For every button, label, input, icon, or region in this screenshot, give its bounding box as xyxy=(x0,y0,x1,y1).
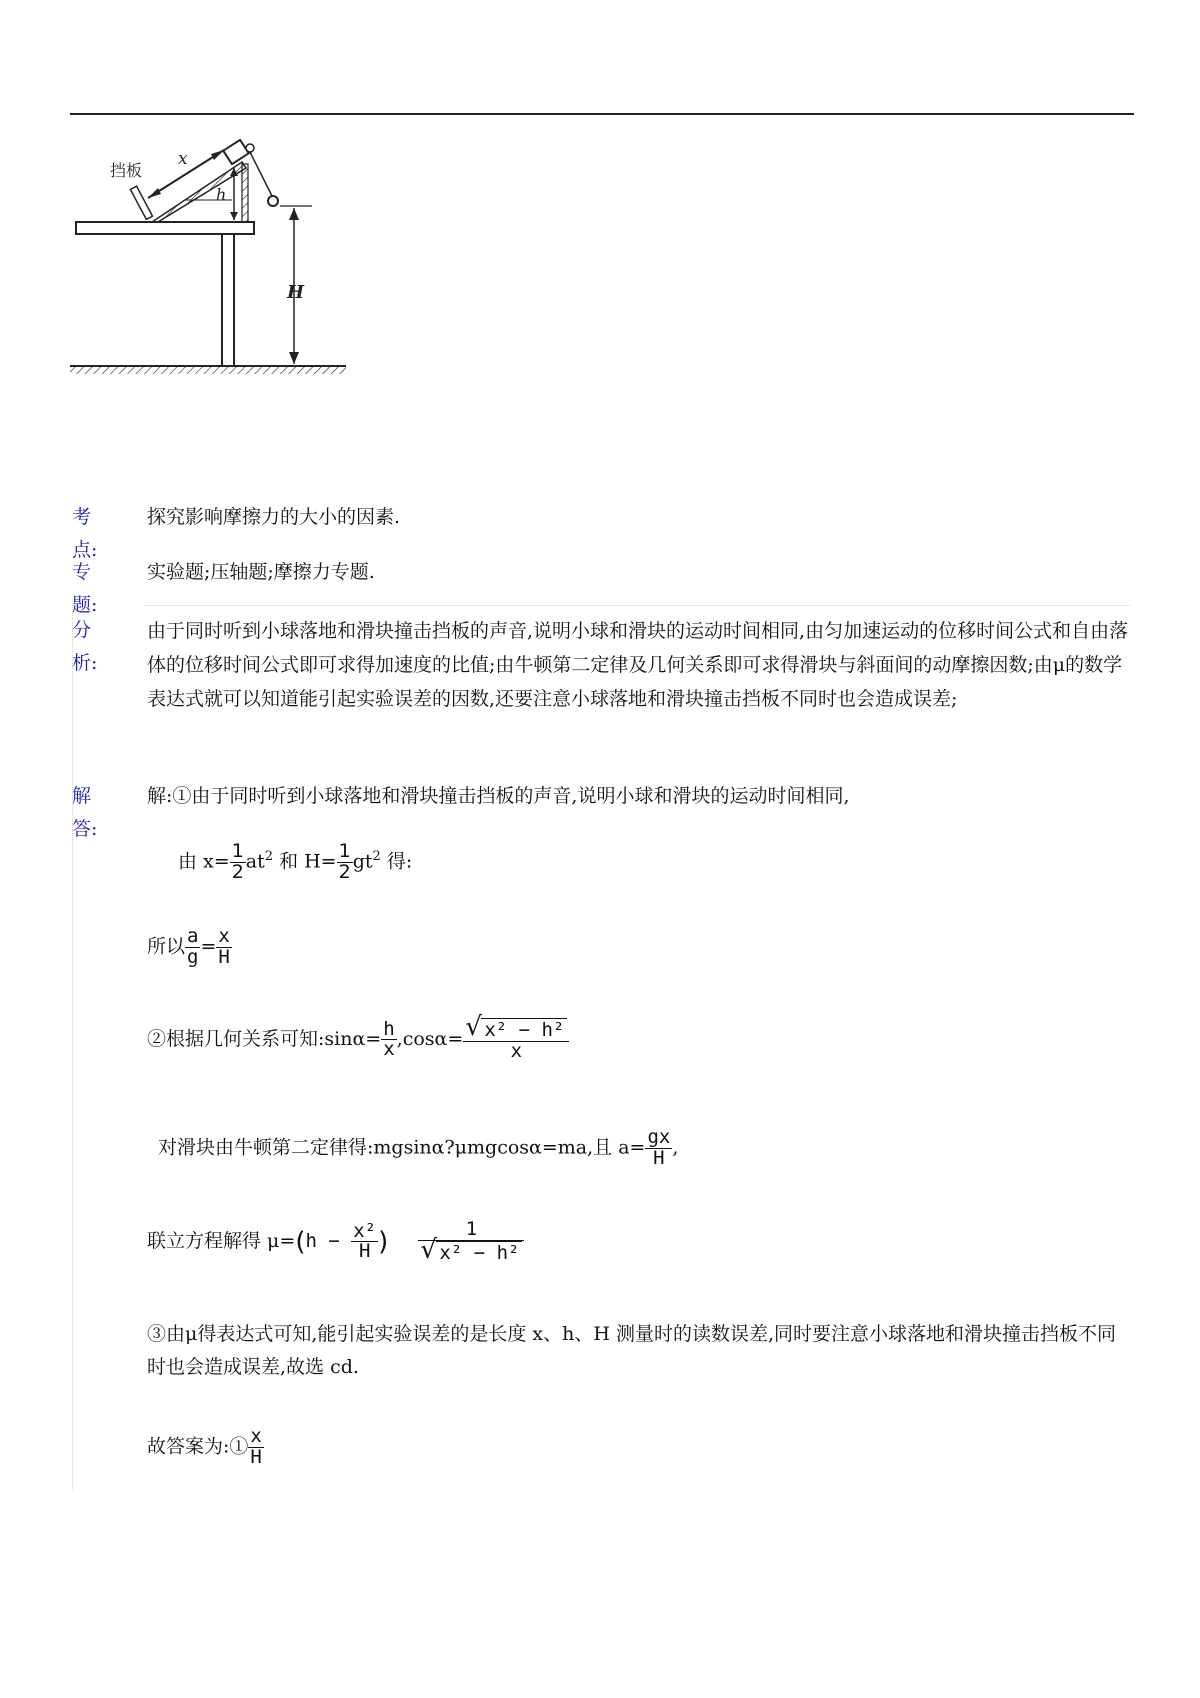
header-rule xyxy=(70,113,1134,115)
equation-2: 所以 $\frac{a}{g}$ = $\frac{x}{H}$ xyxy=(147,925,230,968)
ball xyxy=(268,196,278,206)
kaodian-label: 考点: xyxy=(72,506,98,561)
fenxi-label: 分析: xyxy=(72,619,98,674)
equation-3: ②根据几何关系可知:sinα= $\frac{h}{x}$ ,cosα= √ x² − h² x xyxy=(147,1018,569,1062)
experiment-figure xyxy=(66,138,386,408)
final-answer: 故答案为:① $\frac{x}{H}$ xyxy=(147,1425,262,1468)
incline-support xyxy=(242,164,248,222)
jieda-label: 解答: xyxy=(72,785,98,840)
equation-5: 联立方程解得 μ=(h − $\frac{\text{x²}}{H}$ ) 1 √ x² − h² xyxy=(147,1220,524,1264)
jieda-intro: 解:①由于同时听到小球落地和滑块撞击挡板的声音,说明小球和滑块的运动时间相同, xyxy=(147,785,850,807)
zhuanti-text: 实验题;压轴题;摩擦力专题. xyxy=(147,561,375,583)
equation-1: 由 x= $\frac{1}{2}$ $at^2$ 和 H= $\frac{1}{2}$ $gt^2$ 得: xyxy=(178,840,413,883)
equation-4: 对滑块由牛顿第二定律得:mgsinα?μmgcosα=ma,且 a= $\frac{gx}{H}$ , xyxy=(158,1126,679,1169)
label-baffle: 挡板 xyxy=(110,161,143,180)
table-leg xyxy=(222,234,234,366)
section-separator xyxy=(145,605,1130,606)
fenxi-text: 由于同时听到小球落地和滑块撞击挡板的声音,说明小球和滑块的运动时间相同,由匀加速运动的位移时间公式和自由落体的位移时间公式即可求得加速度的比值;由牛顿第二定律及几何关系即可求得滑块与斜面间的动摩擦因数;由μ的数学表达式就可以知道能引起实验误差的因数,还要注意小球落地和滑块撞击挡板不同时也会造成误差; xyxy=(147,620,1129,710)
margin-guide xyxy=(72,605,73,1490)
slider-block xyxy=(223,140,248,164)
label-x: x xyxy=(178,149,188,169)
label-H: H xyxy=(287,282,305,303)
label-h: h xyxy=(216,185,227,204)
baffle xyxy=(130,186,152,219)
table-top xyxy=(76,222,254,234)
kaodian-text: 探究影响摩擦力的大小的因素. xyxy=(147,506,401,528)
zhuanti-label: 专题: xyxy=(72,561,98,616)
step-3: ③由μ得表达式可知,能引起实验误差的是长度 x、h、H 测量时的读数误差,同时要注意小球落地和滑块撞击挡板不同时也会造成误差,故选 cd. xyxy=(147,1323,1117,1378)
